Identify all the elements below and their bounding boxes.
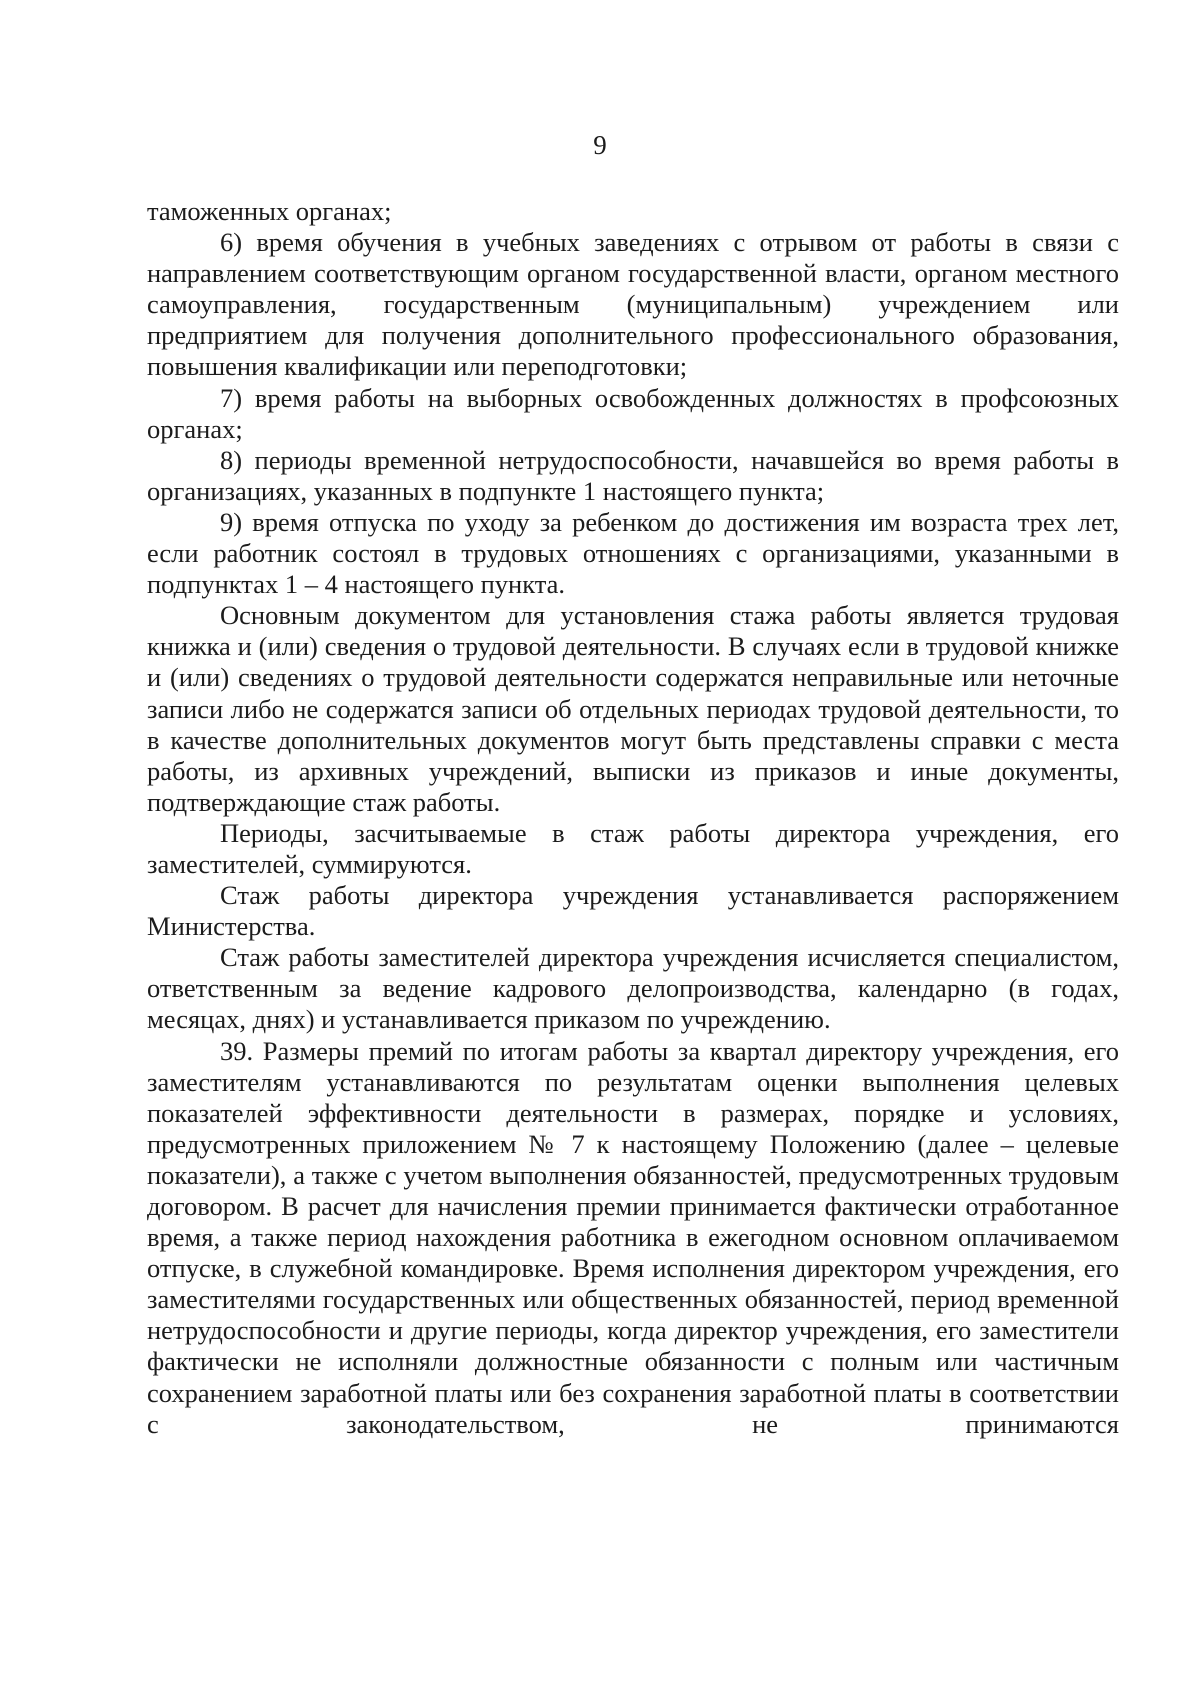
- page-number: 9: [593, 130, 607, 160]
- paragraph-item-39: 39. Размеры премий по итогам работы за квартал директору учреждения, его заместителям устанавливаются по результатам оценки выполнения целевых показателей эффективности деятельности в размерах, порядке и условиях, предусмотренных приложением № 7 к настоящему Положению (далее – целевые показатели), а также с учетом выполнения обязанностей, предусмотренных трудовым договором. В расчет для начисления премии принимается фактически отработанное время, а также период нахождения работника в ежегодном основном оплачиваемом отпуске, в служебной командировке. Время исполнения директором учреждения, его заместителями государственных или общественных обязанностей, период временной нетрудоспособности и другие периоды, когда директор учреждения, его заместители фактически не исполняли должностные обязанности с полным или частичным сохранением заработной платы или без сохранения заработной платы в соответствии с законодательством, не принимаются: [147, 1035, 1119, 1439]
- document-body: [147, 196, 1119, 1440]
- paragraph-continuation: таможенных органах;: [147, 196, 392, 226]
- paragraph-director-experience: Стаж работы директора учреждения устанавливается распоряжением Министерства.: [147, 880, 1119, 942]
- paragraph-item-9: 9) время отпуска по уходу за ребенком до достижения им возраста трех лет, если работник состоял в трудовых отношениях с организациями, указанными в подпунктах 1 – 4 настоящего пункта.: [147, 506, 1119, 600]
- paragraph-item-8: 8) периоды временной нетрудоспособности, начавшейся во время работы в организациях, указанных в подпункте 1 настоящего пункта;: [147, 444, 1119, 506]
- paragraph-item-6: 6) время обучения в учебных заведениях с отрывом от работы в связи с направлением соответствующим органом государственной власти, органом местного самоуправления, государственным (муниципальным) учреждением или предприятием для получения дополнительного профессионального образования, повышения квалификации или переподготовки;: [147, 227, 1119, 382]
- paragraph-main-document: Основным документом для установления стажа работы является трудовая книжка и (или) сведения о трудовой деятельности. В случаях если в трудовой книжке и (или) сведениях о трудовой деятельности содержатся неправильные или неточные записи либо не содержатся записи об отдельных периодах трудовой деятельности, то в качестве дополнительных документов могут быть представлены справки с места работы, из архивных учреждений, выписки из приказов и иные документы, подтверждающие стаж работы.: [147, 600, 1119, 817]
- paragraph-item-7: 7) время работы на выборных освобожденных должностях в профсоюзных органах;: [147, 382, 1119, 444]
- paragraph-deputies-experience: Стаж работы заместителей директора учреждения исчисляется специалистом, ответственным за ведение кадрового делопроизводства, календарно (в годах, месяцах, днях) и устанавливается приказом по учреждению.: [147, 942, 1119, 1035]
- paragraph-periods-summed: Периоды, засчитываемые в стаж работы директора учреждения, его заместителей, суммируются.: [147, 817, 1119, 879]
